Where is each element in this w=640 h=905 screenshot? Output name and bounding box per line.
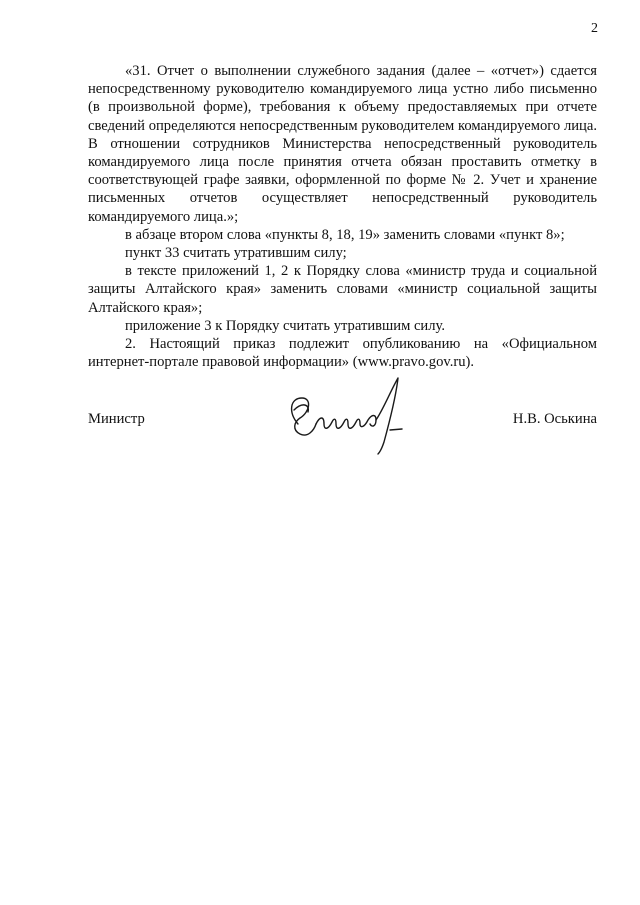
paragraph-report-clause: «31. Отчет о выполнении служебного задания (далее – «отчет») сдается непосредственному руководителю командируемого лица устно либо письменно (в произвольной форме), требования к объему предоставляемых при отчете сведений определяются непосредственным руководителем командируемого лица. В отношении сотрудников Министерства непосредственный руководитель командируемого лица после принятия отчета обязан проставить отметку в соответствующей графе заявки, оформленной по форме № 2. Учет и хранение письменных отчетов осуществляет непосредственный руководитель командируемого лица.»; [88,63,597,225]
signer-position: Министр [88,411,145,427]
paragraph-appendices-text: в тексте приложений 1, 2 к Порядку слова «министр труда и социальной защиты Алтайского края» заменить словами «министр социальной защиты Алтайского края»; [88,263,597,316]
handwritten-signature [280,372,420,457]
document-body [88,62,597,371]
paragraph-item-33: пункт 33 считать утратившим силу; [125,245,347,262]
signer-name: Н.В. Оськина [512,411,597,427]
paragraph-replace-words: в абзаце втором слова «пункты 8, 18, 19» заменить словами «пункт 8»; [125,226,565,243]
signature-block [88,372,597,462]
paragraph-publication: 2. Настоящий приказ подлежит опубликованию на «Официальном интернет-портале правовой информации» (www.pravo.gov.ru). [88,336,597,371]
paragraph-appendix-3: приложение 3 к Порядку считать утратившим силу. [125,317,446,334]
page-number: 2 [591,21,598,36]
